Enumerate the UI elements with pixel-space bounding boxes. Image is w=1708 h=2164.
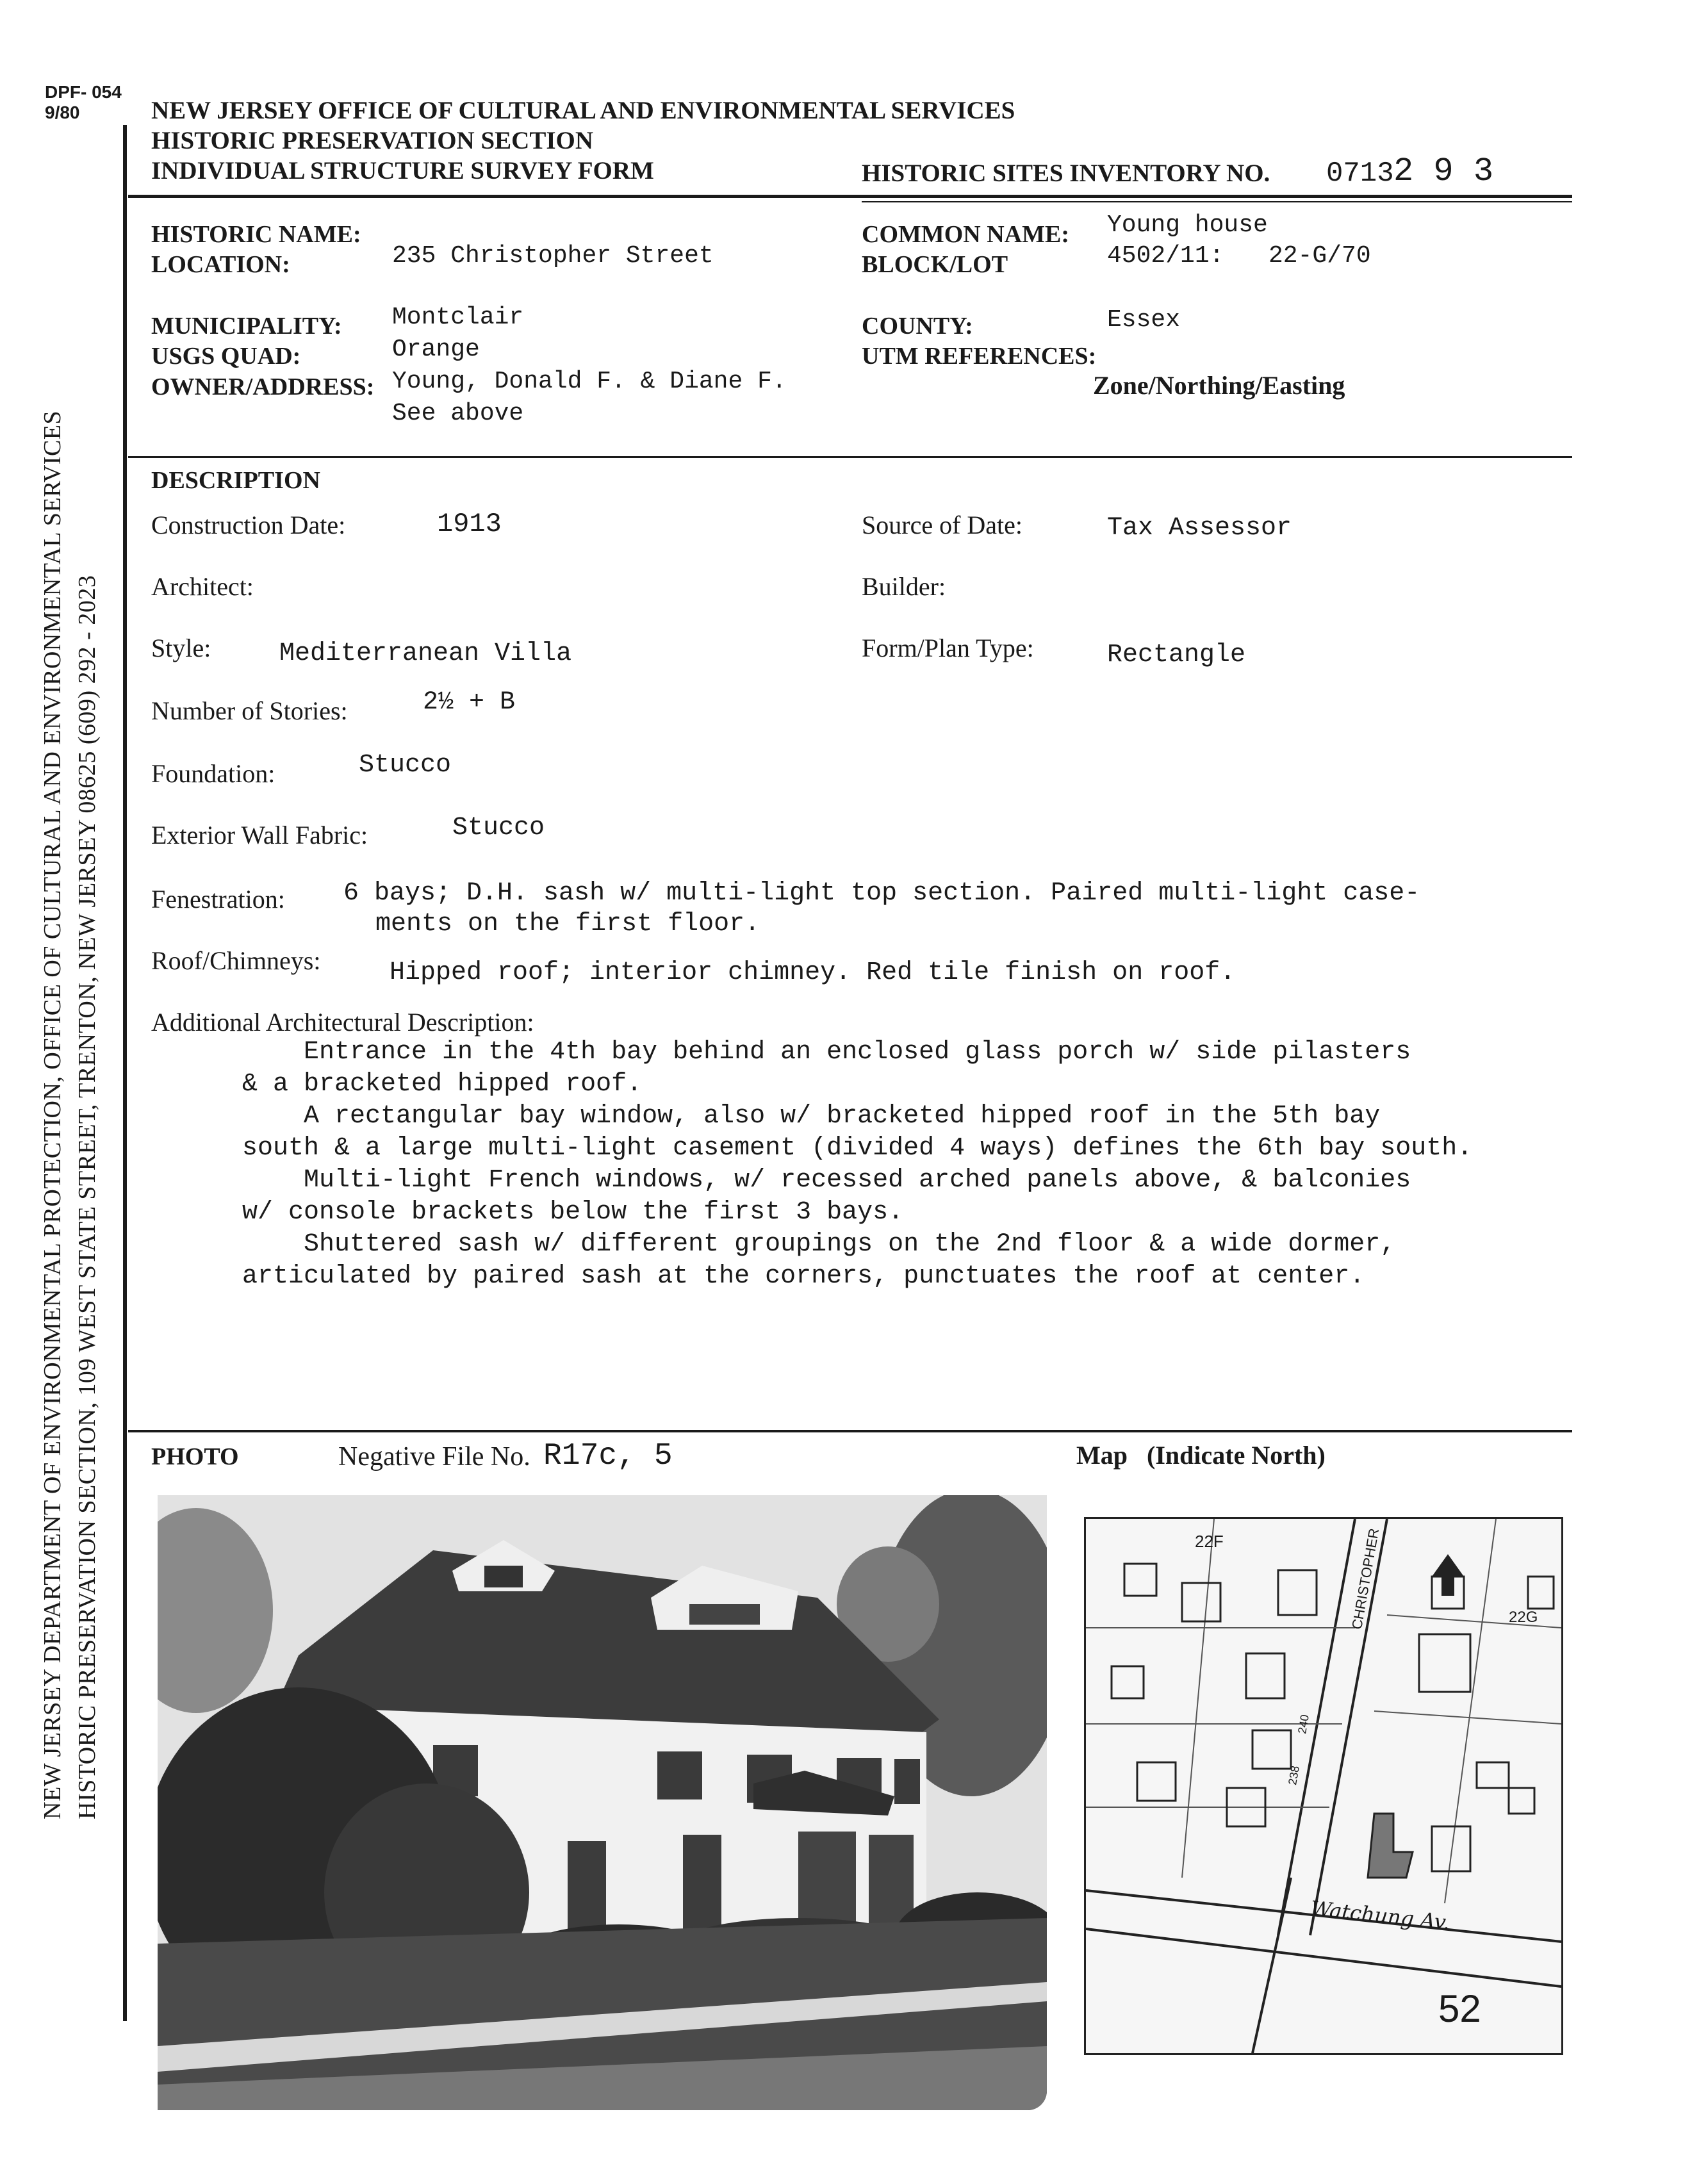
inventory-label: HISTORIC SITES INVENTORY NO. — [862, 160, 1270, 187]
agency-heading: NEW JERSEY OFFICE OF CULTURAL AND ENVIRONMENTAL SERVICES — [151, 97, 1015, 124]
location-label: LOCATION: — [151, 251, 290, 278]
negative-file-value: R17c, 5 — [543, 1439, 673, 1473]
map-lot-22f: 22F — [1195, 1532, 1224, 1551]
map-label: Map — [1076, 1441, 1128, 1470]
map-street-watchung: Watchung Av. — [1309, 1896, 1452, 1935]
additional-line: & a bracketed hipped roof. — [242, 1070, 643, 1099]
form-title: INDIVIDUAL STRUCTURE SURVEY FORM — [151, 157, 654, 184]
common-name-value: Young house — [1107, 211, 1268, 239]
additional-line: A rectangular bay window, also w/ bracketed hipped roof in the 5th bay — [242, 1102, 1381, 1131]
map-street-christopher: CHRISTOPHER — [1349, 1527, 1383, 1631]
stories-label: Number of Stories: — [151, 696, 348, 725]
additional-line: south & a large multi-light casement (divided 4 ways) defines the 6th bay south. — [242, 1134, 1473, 1163]
block-lot-extra: 22-G/70 — [1269, 242, 1371, 270]
block-lot-value: 4502/11: — [1107, 242, 1224, 270]
header-rule-thin — [862, 201, 1572, 202]
roof-value: Hipped roof; interior chimney. Red tile finish on roof. — [390, 958, 1236, 987]
common-name-label: COMMON NAME: — [862, 221, 1069, 248]
side-address-block — [26, 346, 154, 1819]
form-code: DPF- 054 — [45, 82, 122, 102]
side-line-department: NEW JERSEY DEPARTMENT OF ENVIRONMENTAL PROTECTION, OFFICE OF CULTURAL AND ENVIRONMENTAL SERVICES — [39, 410, 66, 1819]
additional-description-label: Additional Architectural Description: — [151, 1008, 534, 1037]
additional-line: articulated by paired sash at the corners, punctuates the roof at center. — [242, 1262, 1365, 1291]
historic-name-label: HISTORIC NAME: — [151, 221, 361, 248]
construction-date-label: Construction Date: — [151, 511, 346, 539]
style-label: Style: — [151, 634, 211, 662]
negative-file-label: Negative File No. — [338, 1442, 530, 1471]
architect-label: Architect: — [151, 572, 254, 601]
inventory-number: 0713 — [1326, 158, 1394, 190]
additional-line: Multi-light French windows, w/ recessed arched panels above, & balconies — [242, 1166, 1411, 1195]
photo-section-rule — [128, 1430, 1572, 1432]
photo-label: PHOTO — [151, 1443, 239, 1470]
construction-date-value: 1913 — [437, 509, 502, 539]
section-heading: HISTORIC PRESERVATION SECTION — [151, 127, 594, 154]
fenestration-line-1: 6 bays; D.H. sash w/ multi-light top section. Paired multi-light case- — [343, 879, 1420, 908]
form-revision: 9/80 — [45, 102, 80, 122]
fenestration-label: Fenestration: — [151, 885, 285, 914]
map-lot-22g: 22G — [1509, 1609, 1538, 1626]
form-plan-value: Rectangle — [1107, 641, 1246, 669]
additional-line: Shuttered sash w/ different groupings on the 2nd floor & a wide dormer, — [242, 1230, 1396, 1259]
municipality-label: MUNICIPALITY: — [151, 313, 342, 340]
source-of-date-value: Tax Assessor — [1107, 514, 1292, 543]
house-photo-drawing — [158, 1495, 1047, 2110]
block-lot-label: BLOCK/LOT — [862, 251, 1008, 278]
fenestration-line-2: ments on the first floor. — [375, 910, 760, 939]
style-value: Mediterranean Villa — [279, 639, 572, 668]
municipality-value: Montclair — [392, 304, 524, 331]
additional-line: w/ console brackets below the first 3 bays. — [242, 1198, 904, 1227]
location-map — [1084, 1517, 1563, 2055]
usgs-quad-label: USGS QUAD: — [151, 343, 301, 370]
county-value: Essex — [1107, 306, 1181, 334]
header-rule — [128, 195, 1572, 198]
north-instruction-label: (Indicate North) — [1147, 1441, 1326, 1470]
roof-label: Roof/Chimneys: — [151, 946, 321, 975]
owner-value: Young, Donald F. & Diane F. — [392, 368, 787, 395]
additional-line: Entrance in the 4th bay behind an enclosed glass porch w/ side pilasters — [242, 1038, 1411, 1067]
builder-label: Builder: — [862, 572, 946, 601]
foundation-value: Stucco — [359, 751, 452, 780]
form-plan-label: Form/Plan Type: — [862, 634, 1034, 662]
foundation-label: Foundation: — [151, 759, 275, 788]
utm-sub-label: Zone/Northing/Easting — [1093, 371, 1345, 400]
description-heading: DESCRIPTION — [151, 467, 320, 494]
identification-rule — [128, 456, 1572, 458]
owner-address-value: See above — [392, 400, 524, 427]
house-photo — [158, 1495, 1047, 2110]
map-house-number-240: 240 — [1295, 1713, 1311, 1735]
source-of-date-label: Source of Date: — [862, 511, 1023, 539]
owner-label: OWNER/ADDRESS: — [151, 373, 375, 400]
stories-value: 2½ + B — [423, 688, 516, 717]
map-sheet-number: 52 — [1438, 1987, 1481, 2030]
map-house-number-238: 238 — [1286, 1764, 1302, 1786]
map-drawing — [1086, 1519, 1561, 2053]
wall-fabric-value: Stucco — [452, 814, 545, 842]
side-line-address: HISTORIC PRESERVATION SECTION, 109 WEST STATE STREET, TRENTON, NEW JERSEY 08625 (609) 292 - 2023 — [74, 575, 101, 1819]
county-label: COUNTY: — [862, 313, 973, 340]
inventory-suffix: 2 9 3 — [1393, 152, 1494, 190]
utm-label: UTM REFERENCES: — [862, 343, 1097, 370]
usgs-quad-value: Orange — [392, 336, 480, 363]
wall-fabric-label: Exterior Wall Fabric: — [151, 821, 368, 849]
location-value: 235 Christopher Street — [392, 242, 714, 270]
